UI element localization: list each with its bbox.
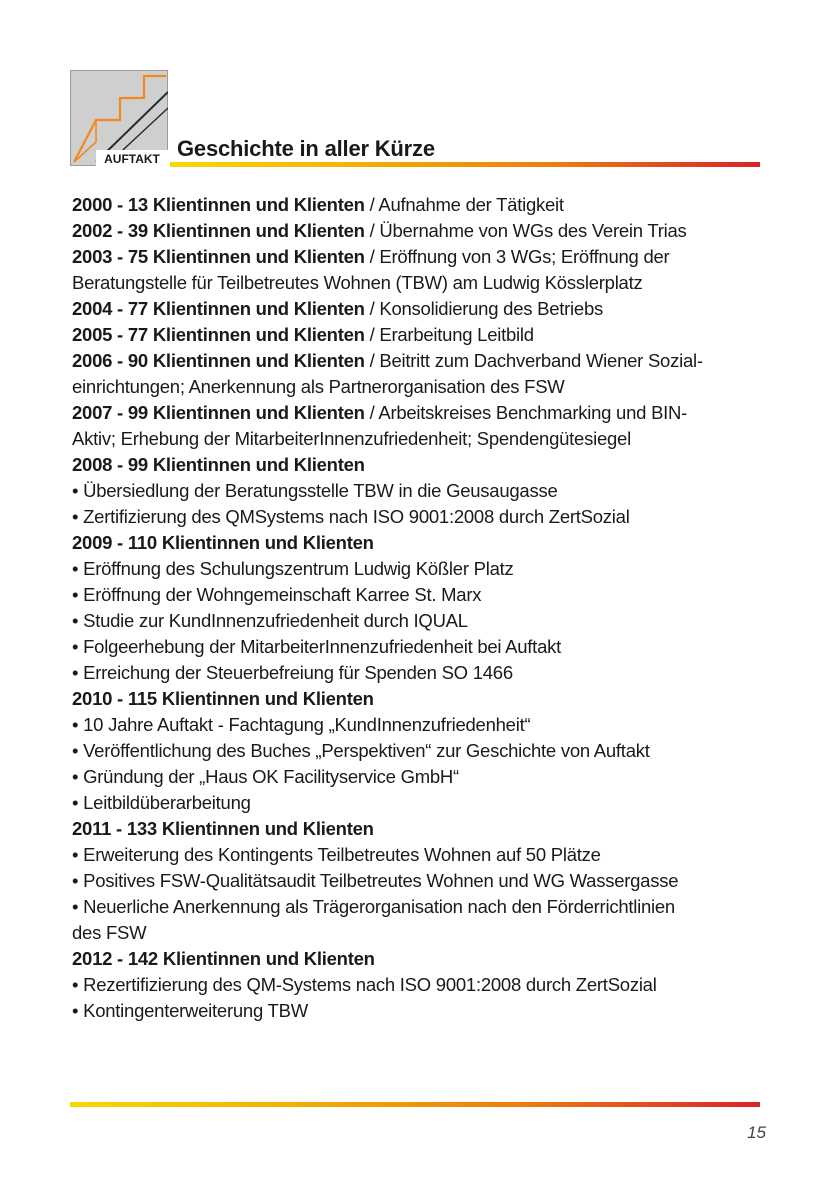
logo-text: AUFTAKT xyxy=(104,152,160,166)
entry-text: Aktiv; Erhebung der MitarbeiterInnenzufriedenheit; Spendengütesiegel xyxy=(72,428,631,449)
history-line xyxy=(72,400,772,426)
entry-text: • Rezertifizierung des QM-Systems nach ISO 9001:2008 durch ZertSozial xyxy=(72,974,657,995)
history-line xyxy=(72,270,772,296)
page-number: 15 xyxy=(747,1123,766,1142)
year-heading: 2006 - 90 Klientinnen und Klienten xyxy=(72,350,365,371)
page-title: Geschichte in aller Kürze xyxy=(177,136,435,161)
entry-text: / Übernahme von WGs des Verein Trias xyxy=(364,220,687,241)
entry-text: • Positives FSW-Qualitätsaudit Teilbetreutes Wohnen und WG Wassergasse xyxy=(72,870,679,891)
entry-text: • Übersiedlung der Beratungsstelle TBW in die Geusaugasse xyxy=(72,480,558,501)
year-heading: 2004 - 77 Klientinnen und Klienten xyxy=(72,298,365,319)
history-line xyxy=(72,790,772,816)
entry-text: Beratungstelle für Teilbetreutes Wohnen (TBW) am Ludwig Kösslerplatz xyxy=(72,272,643,293)
history-line xyxy=(72,816,772,842)
history-line xyxy=(72,608,772,634)
entry-text: / Aufnahme der Tätigkeit xyxy=(364,194,564,215)
history-line xyxy=(72,868,772,894)
history-line xyxy=(72,478,772,504)
entry-text: • Folgeerhebung der MitarbeiterInnenzufriedenheit bei Auftakt xyxy=(72,636,561,657)
history-line xyxy=(72,634,772,660)
entry-text: einrichtungen; Anerkennung als Partnerorganisation des FSW xyxy=(72,376,565,397)
entry-text: • 10 Jahre Auftakt - Fachtagung „KundInnenzufriedenheit“ xyxy=(72,714,531,735)
entry-text: / Arbeitskreises Benchmarking und BIN- xyxy=(364,402,688,423)
heading-gradient-rule xyxy=(170,162,760,167)
entry-text: • Eröffnung des Schulungszentrum Ludwig Kößler Platz xyxy=(72,558,514,579)
entry-text: • Studie zur KundInnenzufriedenheit durch IQUAL xyxy=(72,610,468,631)
entry-text: • Erreichung der Steuerbefreiung für Spenden SO 1466 xyxy=(72,662,513,683)
history-line xyxy=(72,998,772,1024)
history-line xyxy=(72,504,772,530)
history-line xyxy=(72,946,772,972)
entry-text: • Neuerliche Anerkennung als Trägerorganisation nach den Förderrichtlinien xyxy=(72,896,675,917)
year-heading: 2009 - 110 Klientinnen und Klienten xyxy=(72,532,374,553)
history-line xyxy=(72,374,772,400)
year-heading: 2003 - 75 Klientinnen und Klienten xyxy=(72,246,365,267)
entry-text: • Veröffentlichung des Buches „Perspektiven“ zur Geschichte von Auftakt xyxy=(72,740,650,761)
history-line xyxy=(72,296,772,322)
year-heading: 2005 - 77 Klientinnen und Klienten xyxy=(72,324,365,345)
history-line xyxy=(72,712,772,738)
year-heading: 2000 - 13 Klientinnen und Klienten xyxy=(72,194,365,215)
history-line xyxy=(72,842,772,868)
year-heading: 2012 - 142 Klientinnen und Klienten xyxy=(72,948,375,969)
history-list xyxy=(72,192,772,1024)
history-line xyxy=(72,660,772,686)
entry-text: • Kontingenterweiterung TBW xyxy=(72,1000,308,1021)
entry-text: • Leitbildüberarbeitung xyxy=(72,792,251,813)
year-heading: 2010 - 115 Klientinnen und Klienten xyxy=(72,688,374,709)
entry-text: • Zertifizierung des QMSystems nach ISO 9001:2008 durch ZertSozial xyxy=(72,506,630,527)
auftakt-logo xyxy=(70,70,168,166)
entry-text: • Erweiterung des Kontingents Teilbetreutes Wohnen auf 50 Plätze xyxy=(72,844,601,865)
entry-text: • Gründung der „Haus OK Facilityservice GmbH“ xyxy=(72,766,459,787)
year-heading: 2002 - 39 Klientinnen und Klienten xyxy=(72,220,365,241)
year-heading: 2011 - 133 Klientinnen und Klienten xyxy=(72,818,374,839)
entry-text: / Beitritt zum Dachverband Wiener Sozial- xyxy=(364,350,703,371)
history-line xyxy=(72,322,772,348)
history-line xyxy=(72,738,772,764)
history-line xyxy=(72,764,772,790)
history-line xyxy=(72,686,772,712)
history-line xyxy=(72,556,772,582)
year-heading: 2007 - 99 Klientinnen und Klienten xyxy=(72,402,365,423)
history-line xyxy=(72,582,772,608)
history-line xyxy=(72,218,772,244)
year-heading: 2008 - 99 Klientinnen und Klienten xyxy=(72,454,365,475)
history-line xyxy=(72,426,772,452)
history-line xyxy=(72,972,772,998)
entry-text: / Konsolidierung des Betriebs xyxy=(364,298,603,319)
history-line xyxy=(72,894,772,920)
history-line xyxy=(72,244,772,270)
entry-text: / Erarbeitung Leitbild xyxy=(364,324,534,345)
history-line xyxy=(72,348,772,374)
entry-text: des FSW xyxy=(72,922,147,943)
history-line xyxy=(72,452,772,478)
history-line xyxy=(72,192,772,218)
history-line xyxy=(72,530,772,556)
history-line xyxy=(72,920,772,946)
entry-text: • Eröffnung der Wohngemeinschaft Karree St. Marx xyxy=(72,584,482,605)
entry-text: / Eröffnung von 3 WGs; Eröffnung der xyxy=(364,246,670,267)
footer-gradient-rule xyxy=(70,1102,760,1107)
